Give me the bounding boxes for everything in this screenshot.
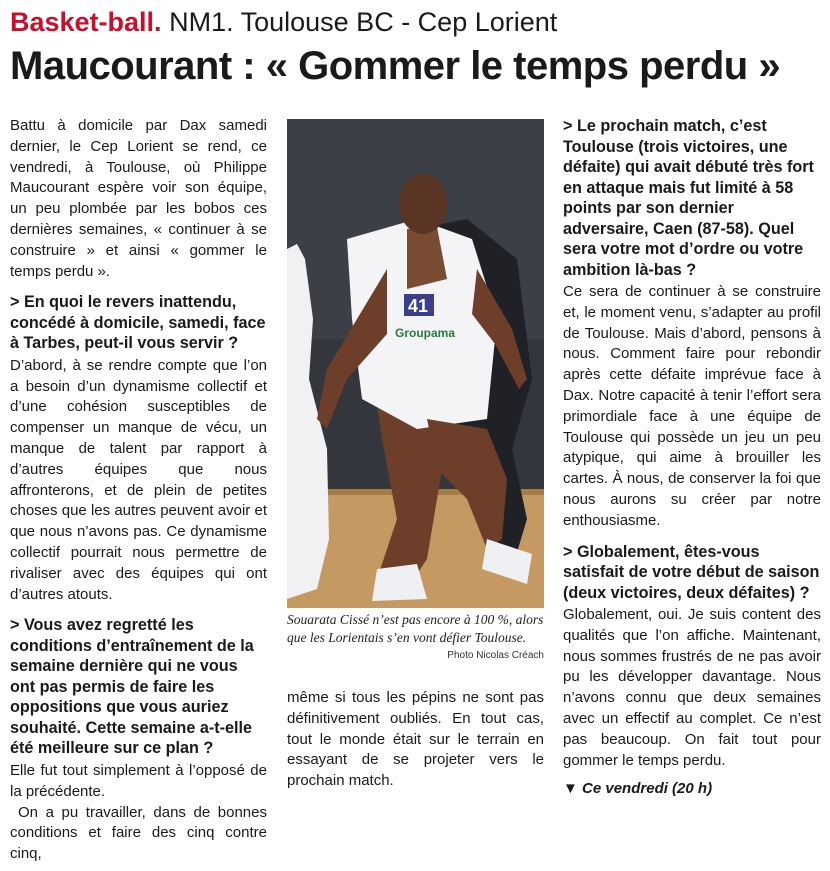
column-right: [563, 116, 821, 800]
answer-2-part-b: On a pu travailler, dans de bonnes conditions et faire des cinq contre cinq,: [10, 803, 267, 863]
article-headline: Maucourant : « Gommer le temps perdu »: [10, 44, 781, 88]
answer-2-part-c: même si tous les pépins ne sont pas définitivement oubliés. En tout cas, tout le monde était sur le terrain en essayant de se projeter vers le prochain match.: [287, 689, 544, 790]
answer-2-part-a: Elle fut tout simplement à l’opposé de la précédente.: [10, 761, 267, 800]
question-2: > Vous avez regretté les conditions d’entraînement de la semaine dernière qui ne vous ont pas permis de faire les oppositions que vous auriez souhaité. Cette semaine a-t-elle été meilleure sur ce plan ?: [10, 616, 254, 758]
question-1: > En quoi le revers inattendu, concédé à domicile, samedi, face à Tarbes, peut-il vous servir ?: [10, 293, 266, 353]
player-photo: [287, 119, 544, 608]
jersey-sponsor: Groupama: [395, 326, 456, 340]
question-3: > Le prochain match, c’est Toulouse (trois victoires, une défaite) qui avait débuté très fort en attaque mais fut limité à 58 points par son dernier adversaire, Caen (87-58). Quel sera votre mot d’ordre ou votre ambition là-bas ?: [563, 117, 814, 279]
jersey-number: 41: [408, 296, 429, 316]
answer-1: D’abord, à se rendre compte que l’on a besoin d’un dynamisme collectif et d’une cohésion susceptibles de compenser un manque de vécu, un manque de talent par rapport à d’autres équipes que nous affronterons, et de plein de petites choses que les autres peuvent avoir et que nous n’avons pas. Ce dynamisme collectif pourrait nous permettre de rivaliser avec des équipes qui ont d’autres atouts.: [10, 356, 267, 603]
intro-paragraph: Battu à domicile par Dax samedi dernier, le Cep Lorient se rend, ce vendredi, à Toulouse, où Philippe Maucourant espère voir son équipe, un peu plombée par les bobos ces dernières semaines, « continuer à se construire » et ainsi « gommer le temps perdu ».: [10, 117, 267, 280]
column-left: [10, 116, 267, 871]
photo-caption: Souarata Cissé n’est pas encore à 100 %, alors que les Lorientais s’en vont défier Toulouse.: [287, 612, 544, 645]
column-middle: [287, 688, 544, 798]
photo-caption-block: [287, 611, 544, 665]
article-kicker: [10, 6, 557, 38]
player-photo-illustration: [287, 119, 544, 608]
section-rubric: Basket-ball.: [10, 7, 162, 37]
match-title: NM1. Toulouse BC - Cep Lorient: [169, 7, 558, 37]
match-time: Ce vendredi (20 h): [582, 780, 713, 798]
triangle-down-icon: ▼: [563, 780, 578, 798]
answer-3: Ce sera de continuer à se construire et, le moment venu, s’adapter au profil de Toulouse. Mais d’abord, pensons à nous. Comment faire pour rebondir après cette défaite imprévue face à Dax. Notre capacité à tenir l’effort sera primordiale face à une équipe de Toulouse qui possède un jeu un peu atypique, qui aime à brouiller les cartes. À nous, de conserver la foi que nous aurons su créer par notre enthousiasme.: [563, 283, 821, 529]
question-4: > Globalement, êtes-vous satisfait de votre début de saison (deux victoires, deux défaites) ?: [563, 542, 820, 602]
match-info: [563, 779, 821, 800]
photo-credit: Photo Nicolas Créach: [447, 650, 544, 661]
answer-4: Globalement, oui. Je suis content des qualités que l’on affiche. Maintenant, nous sommes frustrés de ne pas avoir pu les développer davantage. Nous n’avons connu que deux semaines avec un effectif au complet. Ce n’est pas beaucoup. On fait tout pour gommer le temps perdu.: [563, 606, 821, 769]
